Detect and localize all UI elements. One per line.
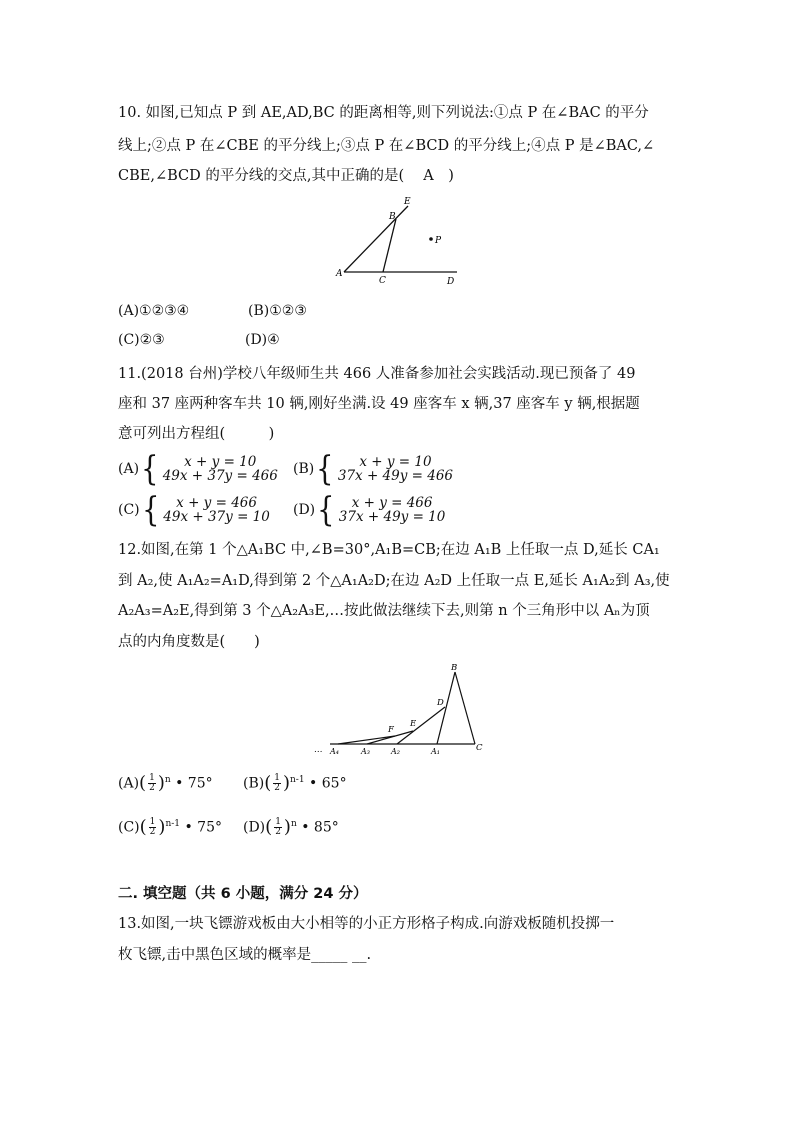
- label-d: D: [447, 277, 455, 287]
- q11-option-d-label: (D): [293, 502, 316, 518]
- q12-option-d[interactable]: (D)( $\frac{1}{2}$ )$^n$ • 85°: [243, 816, 339, 838]
- fraction-one-half: $\frac{1}{2}$: [275, 817, 281, 838]
- degree-value: • 65°: [309, 775, 347, 792]
- q11-b-eq1: x + y = 10: [359, 454, 432, 470]
- degree-value: • 75°: [184, 819, 222, 836]
- q11-option-d[interactable]: [293, 490, 446, 530]
- label-b: B: [389, 212, 396, 222]
- brace-icon: {: [141, 490, 160, 530]
- label-a4: A₄: [330, 747, 339, 756]
- q11-option-a-label: (A): [118, 461, 140, 477]
- label-a3: A₃: [361, 747, 370, 756]
- q11-line-3: 意可列出方程组( ): [118, 426, 275, 442]
- label-dots: …: [314, 745, 323, 755]
- q10-option-c[interactable]: (C)②③: [118, 332, 165, 348]
- label-p: P: [435, 236, 442, 246]
- fraction-one-half: $\frac{1}{2}$: [149, 773, 155, 794]
- q12-line-2: 到 A₂,使 A₁A₂=A₁D,得到第 2 个△A₁A₂D;在边 A₂D 上任取一点 E,延长 A₁A₂到 A₃,使: [118, 573, 670, 589]
- section-heading-fill-in: 二. 填空题（共 6 小题，满分 24 分）: [118, 886, 368, 902]
- q11-option-b-label: (B): [293, 461, 315, 477]
- q11-b-eq2: 37x + 49y = 466: [337, 468, 454, 484]
- fraction-one-half: $\frac{1}{2}$: [149, 817, 156, 838]
- q12-option-c[interactable]: (C)( $\frac{1}{2}$ )$^{n-1}$ • 75°: [118, 816, 222, 838]
- segment-b-c: [455, 672, 475, 744]
- q13-line-2: 枚飞镖,击中黑色区域的概率是_____ __.: [118, 947, 372, 963]
- label-a1: A₁: [431, 747, 440, 756]
- q12-line-1: 12.如图,在第 1 个△A₁BC 中,∠B=30°,A₁B=CB;在边 A₁B 上任取一点 D,延长 CA₁: [118, 542, 660, 558]
- q12-line-3: A₂A₃=A₂E,得到第 3 个△A₂A₃E,…按此做法继续下去,则第 n 个三角形中以 Aₙ为顶: [118, 603, 650, 619]
- brace-icon: {: [317, 490, 335, 530]
- q11-c-eq2: 49x + 37y = 10: [163, 509, 270, 525]
- q11-d-eq1: x + y = 466: [351, 495, 433, 511]
- degree-value: • 75°: [175, 775, 213, 792]
- q11-option-c[interactable]: [118, 490, 270, 530]
- q12-option-a-label: (A): [118, 775, 140, 792]
- label-d: D: [437, 698, 444, 708]
- brace-icon: {: [141, 449, 159, 489]
- q11-c-eq1: x + y = 466: [176, 495, 257, 511]
- q12-option-c-label: (C): [118, 819, 140, 836]
- brace-icon: {: [316, 449, 334, 489]
- q11-line-2: 座和 37 座两种客车共 10 辆,刚好坐满.设 49 座客车 x 辆,37 座客车 y 辆,根据题: [118, 396, 640, 412]
- q13-line-1: 13.如图,一块飞镖游戏板由大小相等的小正方形格子构成.向游戏板随机投掷一: [118, 916, 615, 932]
- label-a: A: [336, 269, 343, 279]
- q10-line-2: 线上;②点 P 在∠CBE 的平分线上;③点 P 在∠BCD 的平分线上;④点 P 是∠BAC,∠: [118, 138, 655, 154]
- q12-line-4: 点的内角度数是( ): [118, 634, 260, 650]
- q10-option-d[interactable]: (D)④: [245, 332, 280, 348]
- q11-line-1: 11.(2018 台州)学校八年级师生共 466 人准备参加社会实践活动.现已预备了 49: [118, 366, 636, 382]
- q10-line-1: 10. 如图,已知点 P 到 AE,AD,BC 的距离相等,则下列说法:①点 P 在∠BAC 的平分: [118, 105, 649, 121]
- q10-figure: [330, 196, 470, 291]
- label-a2: A₂: [391, 747, 400, 756]
- q12-figure: [310, 660, 490, 760]
- q11-a-eq1: x + y = 10: [184, 454, 257, 470]
- q10-line-3: CBE,∠BCD 的平分线的交点,其中正确的是( A ): [118, 168, 454, 184]
- q12-option-b[interactable]: (B)( $\frac{1}{2}$ )$^{n-1}$ • 65°: [243, 772, 347, 794]
- label-f: F: [388, 725, 394, 735]
- fraction-one-half: $\frac{1}{2}$: [274, 773, 280, 794]
- label-b: B: [451, 663, 458, 673]
- q11-d-eq2: 37x + 49y = 10: [338, 509, 446, 525]
- q11-option-a[interactable]: [118, 449, 278, 489]
- label-e: E: [404, 197, 411, 207]
- exponent: n: [290, 819, 297, 829]
- point-p: [429, 237, 433, 241]
- degree-value: • 85°: [301, 819, 339, 836]
- exponent: n: [164, 775, 171, 785]
- q11-option-b[interactable]: [293, 449, 454, 489]
- q10-option-b[interactable]: (B)①②③: [248, 303, 307, 319]
- label-c: C: [476, 743, 483, 753]
- q12-option-b-label: (B): [243, 775, 265, 792]
- line-bc: [383, 219, 396, 272]
- exponent: n-1: [165, 819, 181, 829]
- q12-option-a[interactable]: (A)( $\frac{1}{2}$ )$^n$ • 75°: [118, 772, 213, 794]
- label-e: E: [410, 719, 417, 729]
- q11-a-eq2: 49x + 37y = 466: [162, 468, 278, 484]
- segment-a1-b: [437, 672, 455, 744]
- exponent: n-1: [290, 775, 305, 785]
- line-ae: [344, 206, 408, 272]
- segment-a4-f: [338, 736, 395, 744]
- q11-option-c-label: (C): [118, 502, 140, 518]
- q10-option-a[interactable]: (A)①②③④: [118, 303, 190, 319]
- label-c: C: [379, 276, 386, 286]
- q12-option-d-label: (D): [243, 819, 266, 836]
